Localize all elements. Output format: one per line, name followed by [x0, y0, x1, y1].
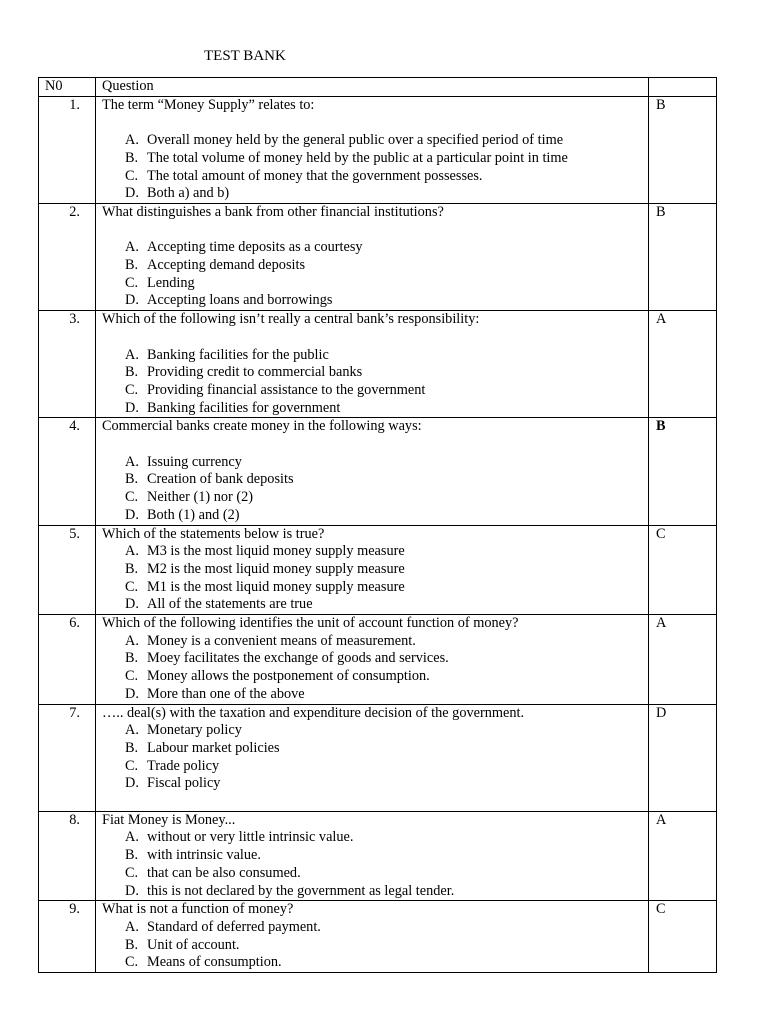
option-text: Money allows the postponement of consumption. [147, 668, 430, 685]
option-text: More than one of the above [147, 685, 305, 702]
answer-option [102, 400, 642, 418]
answer-option [102, 489, 642, 507]
answer-key: C [649, 525, 717, 615]
answer-option [102, 132, 642, 150]
option-letter: D. [125, 185, 139, 202]
option-letter: B. [125, 650, 139, 667]
option-text: Labour market policies [147, 739, 280, 756]
answer-option [102, 471, 642, 489]
option-letter: A. [125, 722, 139, 739]
answer-option [102, 722, 642, 740]
question-cell [96, 203, 649, 310]
option-letter: D. [125, 506, 139, 523]
option-letter: C. [125, 489, 139, 506]
table-row [39, 525, 717, 615]
answer-option [102, 937, 642, 955]
option-letter: D. [125, 685, 139, 702]
document-title: TEST BANK [204, 48, 286, 64]
question-text: What is not a function of money? [102, 901, 294, 918]
option-text: Both a) and b) [147, 185, 230, 202]
option-text: Money is a convenient means of measurement. [147, 632, 416, 649]
header-row [39, 78, 717, 97]
header-answer [649, 78, 717, 97]
answer-key: A [649, 615, 717, 705]
option-text: Trade policy [147, 757, 220, 774]
spacer [102, 222, 642, 240]
answer-option [102, 829, 642, 847]
question-number: 9. [39, 901, 96, 973]
option-text: this is not declared by the government as legal tender. [147, 882, 455, 899]
table-row [39, 418, 717, 525]
answer-key: B [649, 203, 717, 310]
question-cell [96, 811, 649, 901]
option-letter: C. [125, 274, 139, 291]
option-text: Both (1) and (2) [147, 506, 240, 523]
answer-key: B [649, 96, 717, 203]
table-row [39, 615, 717, 705]
answer-option [102, 865, 642, 883]
question-number: 4. [39, 418, 96, 525]
question-text: Fiat Money is Money... [102, 811, 236, 828]
option-letter: B. [125, 936, 139, 953]
answer-option [102, 579, 642, 597]
answer-key: B [649, 418, 717, 525]
option-letter: B. [125, 560, 139, 577]
question-number: 8. [39, 811, 96, 901]
answer-option [102, 239, 642, 257]
option-letter: C. [125, 167, 139, 184]
option-text: Banking facilities for the public [147, 346, 329, 363]
option-text: with intrinsic value. [147, 847, 261, 864]
option-letter: A. [125, 543, 139, 560]
option-text: Moey facilitates the exchange of goods and services. [147, 650, 449, 667]
option-text: Accepting demand deposits [147, 257, 306, 273]
answer-option [102, 740, 642, 758]
question-cell [96, 311, 649, 418]
spacer [102, 114, 642, 132]
option-text: Issuing currency [147, 453, 242, 470]
answer-key: A [649, 811, 717, 901]
option-text: M1 is the most liquid money supply measure [147, 578, 405, 595]
answer-option [102, 150, 642, 168]
answer-option [102, 775, 642, 793]
answer-option [102, 883, 642, 901]
answer-option [102, 168, 642, 186]
answer-option [102, 596, 642, 614]
option-letter: C. [125, 578, 139, 595]
answer-key: C [649, 901, 717, 973]
answer-key: A [649, 311, 717, 418]
option-letter: A. [125, 453, 139, 470]
question-cell [96, 525, 649, 615]
question-cell [96, 704, 649, 811]
option-letter: A. [125, 132, 139, 149]
spacer [102, 793, 642, 811]
option-letter: A. [125, 239, 139, 256]
question-cell [96, 418, 649, 525]
answer-option [102, 847, 642, 865]
answer-option [102, 650, 642, 668]
answer-option [102, 275, 642, 293]
header-no: N0 [39, 78, 96, 97]
option-letter: A. [125, 918, 139, 935]
option-letter: B. [125, 471, 139, 488]
option-text: that can be also consumed. [147, 864, 301, 881]
option-letter: A. [125, 632, 139, 649]
answer-option [102, 561, 642, 579]
option-letter: B. [125, 257, 139, 273]
question-number: 5. [39, 525, 96, 615]
answer-option [102, 257, 642, 275]
answer-option [102, 686, 642, 704]
question-text: What distinguishes a bank from other financial institutions? [102, 203, 444, 220]
answer-key: D [649, 704, 717, 811]
question-text: Which of the following identifies the unit of account function of money? [102, 615, 519, 632]
question-text: The term “Money Supply” relates to: [102, 96, 315, 113]
question-cell [96, 96, 649, 203]
spacer [102, 329, 642, 347]
option-letter: A. [125, 829, 139, 846]
table-row [39, 901, 717, 973]
option-text: M2 is the most liquid money supply measure [147, 560, 405, 577]
question-number: 3. [39, 311, 96, 418]
answer-option [102, 668, 642, 686]
option-text: The total volume of money held by the public at a particular point in time [147, 149, 568, 166]
answer-option [102, 364, 642, 382]
question-number: 7. [39, 704, 96, 811]
option-letter: D. [125, 292, 139, 309]
option-letter: C. [125, 381, 139, 398]
option-text: without or very little intrinsic value. [147, 829, 354, 846]
answer-option [102, 954, 642, 972]
answer-option [102, 507, 642, 525]
option-text: The total amount of money that the government possesses. [147, 167, 483, 184]
answer-option [102, 347, 642, 365]
question-number: 2. [39, 203, 96, 310]
option-text: Accepting time deposits as a courtesy [147, 239, 363, 256]
question-number: 1. [39, 96, 96, 203]
question-text: Which of the statements below is true? [102, 525, 325, 542]
option-letter: C. [125, 668, 139, 685]
option-letter: C. [125, 757, 139, 774]
question-text: Commercial banks create money in the following ways: [102, 418, 422, 435]
option-letter: C. [125, 864, 139, 881]
answer-option [102, 543, 642, 561]
question-cell [96, 615, 649, 705]
option-letter: D. [125, 399, 139, 416]
table-row [39, 811, 717, 901]
option-letter: D. [125, 775, 139, 792]
answer-option [102, 919, 642, 937]
answer-option [102, 633, 642, 651]
question-cell [96, 901, 649, 973]
option-letter: B. [125, 739, 139, 756]
header-question: Question [96, 78, 649, 97]
option-text: Lending [147, 274, 195, 291]
option-text: All of the statements are true [147, 596, 313, 613]
option-text: Monetary policy [147, 722, 242, 739]
option-text: Providing financial assistance to the government [147, 381, 426, 398]
option-text: Neither (1) nor (2) [147, 489, 253, 506]
option-letter: B. [125, 149, 139, 166]
option-text: Overall money held by the general public over a specified period of time [147, 132, 564, 149]
option-text: Accepting loans and borrowings [147, 292, 333, 309]
answer-option [102, 454, 642, 472]
answer-option [102, 382, 642, 400]
table-row [39, 704, 717, 811]
option-letter: B. [125, 847, 139, 864]
option-text: Creation of bank deposits [147, 471, 294, 488]
option-text: Standard of deferred payment. [147, 918, 321, 935]
answer-option [102, 758, 642, 776]
test-bank-table [38, 77, 717, 973]
option-text: Providing credit to commercial banks [147, 364, 363, 381]
question-number: 6. [39, 615, 96, 705]
option-letter: C. [125, 954, 139, 971]
option-text: Unit of account. [147, 936, 240, 953]
table-row [39, 311, 717, 418]
option-text: Fiscal policy [147, 775, 221, 792]
option-text: M3 is the most liquid money supply measure [147, 543, 405, 560]
spacer [102, 436, 642, 454]
answer-option [102, 185, 642, 203]
option-letter: D. [125, 882, 139, 899]
answer-option [102, 292, 642, 310]
option-letter: A. [125, 346, 139, 363]
table-row [39, 96, 717, 203]
option-letter: B. [125, 364, 139, 381]
option-letter: D. [125, 596, 139, 613]
option-text: Banking facilities for government [147, 399, 341, 416]
option-text: Means of consumption. [147, 954, 282, 971]
table-row [39, 203, 717, 310]
question-text: ….. deal(s) with the taxation and expenditure decision of the government. [102, 704, 525, 721]
table-body [39, 78, 717, 973]
question-text: Which of the following isn’t really a central bank’s responsibility: [102, 311, 480, 328]
